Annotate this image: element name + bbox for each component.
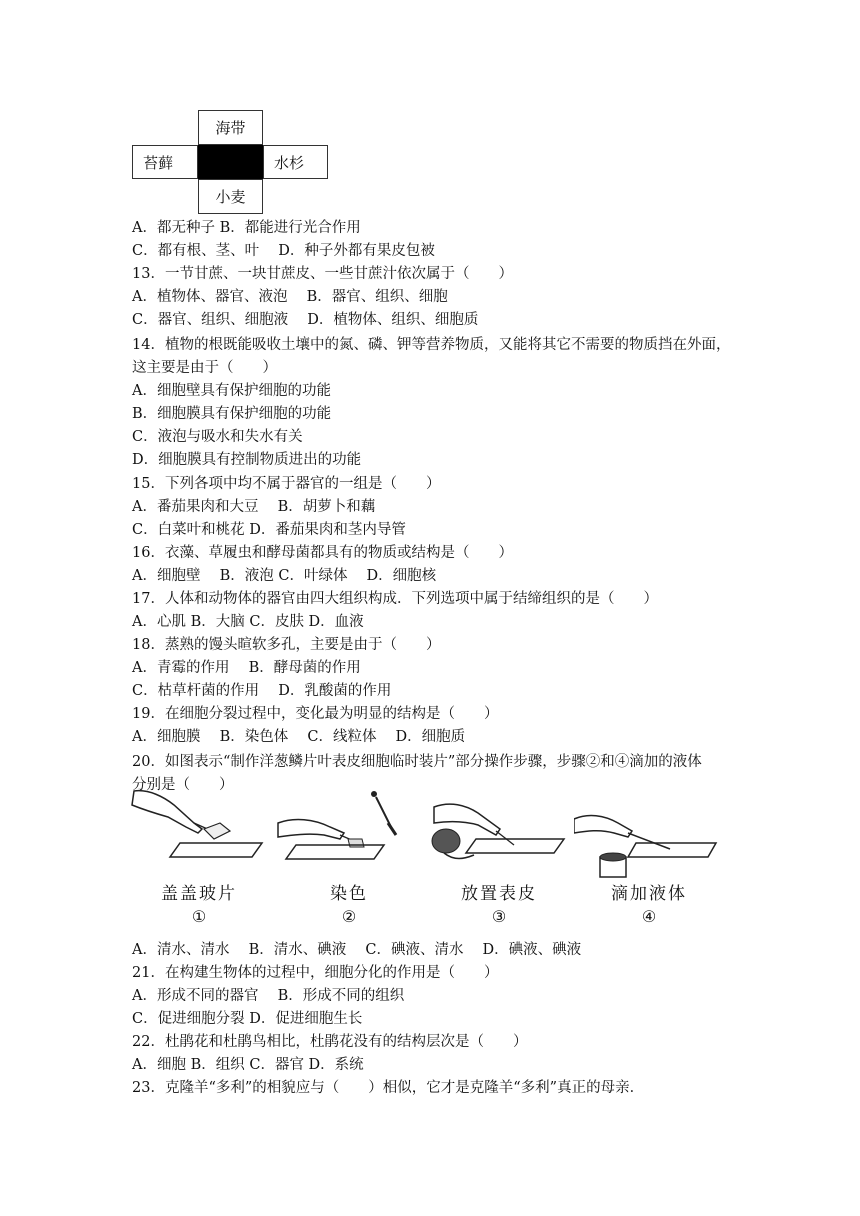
text-line: C．促进细胞分裂 D．促进细胞生长 xyxy=(132,1011,363,1027)
text-line: A．细胞壁具有保护细胞的功能 xyxy=(132,383,331,399)
diagram-cell-center xyxy=(198,145,263,179)
step-2 xyxy=(274,783,424,935)
diagram-cell-right: 水杉 xyxy=(263,145,328,179)
text-line: C．都有根、茎、叶 D．种子外都有果皮包被 xyxy=(132,243,435,259)
plant-classification-diagram xyxy=(132,110,328,210)
text-line: A．都无种子 B．都能进行光合作用 xyxy=(132,220,361,236)
step-label: 盖盖玻片 xyxy=(161,884,237,904)
step-number: ③ xyxy=(491,907,507,926)
text-line: 16．衣藻、草履虫和酵母菌都具有的物质或结构是（ ） xyxy=(132,545,513,561)
text-line: 17．人体和动物体的器官由四大组织构成．下列选项中属于结缔组织的是（ ） xyxy=(132,591,658,607)
text-line: A．心肌 B．大脑 C．皮肤 D．血液 xyxy=(132,614,364,630)
text-line: 这主要是由于（ ） xyxy=(132,360,277,376)
text-line: B．细胞膜具有保护细胞的功能 xyxy=(132,406,332,422)
diagram-cell-bottom: 小麦 xyxy=(198,179,263,214)
step-label: 放置表皮 xyxy=(461,884,537,904)
step-3 xyxy=(424,783,574,935)
slide-preparation-steps-figure xyxy=(124,783,724,935)
text-line: 14．植物的根既能吸收土壤中的氮、磷、钾等营养物质，又能将其它不需要的物质挡在外面， xyxy=(132,337,731,353)
step-label: 染色 xyxy=(330,884,368,904)
text-line: C．液泡与吸水和失水有关 xyxy=(132,429,303,445)
adding-liquid-illustration xyxy=(574,783,724,878)
diagram-cell-left: 苔藓 xyxy=(132,145,198,179)
staining-illustration xyxy=(274,783,424,878)
text-line: A．形成不同的器官 B．形成不同的组织 xyxy=(132,988,405,1004)
step-number: ④ xyxy=(641,907,657,926)
step-1 xyxy=(124,783,274,935)
cover-slip-illustration xyxy=(124,783,274,878)
step-label: 滴加液体 xyxy=(611,884,687,904)
text-line: C．枯草杆菌的作用 D．乳酸菌的作用 xyxy=(132,683,392,699)
text-line: C．器官、组织、细胞液 D．植物体、组织、细胞质 xyxy=(132,312,479,328)
text-line: A．番茄果肉和大豆 B．胡萝卜和藕 xyxy=(132,499,376,515)
diagram-cell-top: 海带 xyxy=(198,110,263,145)
text-line: 20．如图表示“制作洋葱鳞片叶表皮细胞临时装片”部分操作步骤，步骤②和④滴加的液体 xyxy=(132,754,702,770)
text-line: 23．克隆羊“多利”的相貌应与（ ）相似，它才是克隆羊“多利”真正的母亲． xyxy=(132,1080,645,1096)
text-line: 22．杜鹃花和杜鹃鸟相比，杜鹃花没有的结构层次是（ ） xyxy=(132,1034,528,1050)
text-line: A．细胞壁 B．液泡 C．叶绿体 D．细胞核 xyxy=(132,568,437,584)
step-number: ① xyxy=(191,907,207,926)
text-line: 21．在构建生物体的过程中，细胞分化的作用是（ ） xyxy=(132,965,499,981)
step-number: ② xyxy=(341,907,357,926)
text-line: 18．蒸熟的馒头暄软多孔，主要是由于（ ） xyxy=(132,637,441,653)
text-line: 19．在细胞分裂过程中，变化最为明显的结构是（ ） xyxy=(132,706,499,722)
text-line: C．白菜叶和桃花 D．番茄果肉和茎内导管 xyxy=(132,522,406,538)
text-line: A．青霉的作用 B．酵母菌的作用 xyxy=(132,660,361,676)
text-line: 13．一节甘蔗、一块甘蔗皮、一些甘蔗汁依次属于（ ） xyxy=(132,266,513,282)
text-line: 15．下列各项中均不属于器官的一组是（ ） xyxy=(132,476,441,492)
text-line: A．细胞 B．组织 C．器官 D．系统 xyxy=(132,1057,364,1073)
placing-epidermis-illustration xyxy=(424,783,574,878)
text-line: A．清水、清水 B．清水、碘液 C．碘液、清水 D．碘液、碘液 xyxy=(132,942,582,958)
text-line: 分别是（ ） xyxy=(132,777,234,793)
step-4 xyxy=(574,783,724,935)
text-line: D．细胞膜具有控制物质进出的功能 xyxy=(132,452,362,468)
text-line: A．细胞膜 B．染色体 C．线粒体 D．细胞质 xyxy=(132,729,466,745)
text-line: A．植物体、器官、液泡 B．器官、组织、细胞 xyxy=(132,289,448,305)
